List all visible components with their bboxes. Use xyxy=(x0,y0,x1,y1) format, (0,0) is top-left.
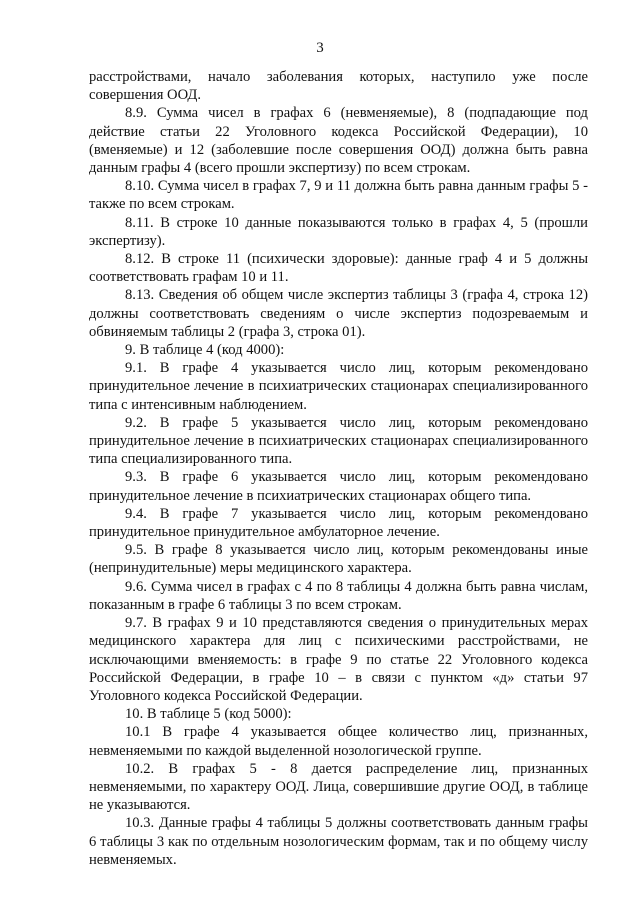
paragraph-10-3: 10.3. Данные графы 4 таблицы 5 должны соответствовать данным графы 6 таблицы 3 как по отдельным нозологическим формам, так и по общему числу невменяемых. xyxy=(89,815,588,868)
paragraph-9-2: 9.2. В графе 5 указывается число лиц, которым рекомендовано принудительное лечение в психиатрических стационарах специализированного типа специализированного типа. xyxy=(89,414,588,468)
paragraph-8-12: 8.12. В строке 11 (психически здоровые): данные граф 4 и 5 должны соответствовать графам 10 и 11. xyxy=(89,251,588,286)
paragraph-9-1: 9.1. В графе 4 указывается число лиц, которым рекомендовано принудительное лечение в психиатрических стационарах специализированного типа с интенсивным наблюдением. xyxy=(89,360,588,413)
paragraph-9-6: 9.6. Сумма чисел в графах с 4 по 8 таблицы 4 должна быть равна числам, показанным в графе 6 таблицы 3 по всем строкам. xyxy=(89,578,588,613)
paragraph-9-7: 9.7. В графах 9 и 10 представляются сведения о принудительных мерах медицинского характера для лиц с психическими расстройствами, не исключающими вменяемость: в графе 9 по статье 22 Уголовного кодекса Российской Федерации, в графе 10 – в связи с пунктом «д» статьи 97 Уголовного кодекса Российской Федерации. xyxy=(89,615,588,704)
paragraph-10: 10. В таблице 5 (код 5000): xyxy=(125,706,292,723)
paragraph-9-3: 9.3. В графе 6 указывается число лиц, которым рекомендовано принудительное лечение в психиатрических стационарах общего типа. xyxy=(89,469,588,504)
paragraph-8-10: 8.10. Сумма чисел в графах 7, 9 и 11 должна быть равна данным графы 5 - также по всем строкам. xyxy=(89,178,588,213)
paragraph-9: 9. В таблице 4 (код 4000): xyxy=(125,342,285,359)
paragraph-10-1: 10.1 В графе 4 указывается общее количество лиц, признанных, невменяемыми по каждой выделенной нозологической группе. xyxy=(89,724,588,759)
paragraph-9-4: 9.4. В графе 7 указывается число лиц, которым рекомендовано принудительное принудительное амбулаторное лечение. xyxy=(89,505,588,541)
paragraph-10-2: 10.2. В графах 5 - 8 дается распределение лиц, признанных невменяемыми, по характеру ООД. Лица, совершившие другие ООД, в таблице не указываются. xyxy=(89,760,588,814)
document-body xyxy=(89,68,588,869)
paragraph-8-9: 8.9. Сумма чисел в графах 6 (невменяемые), 8 (подпадающие под действие статьи 22 Уголовного кодекса Российской Федерации), 10 (вменяемые) и 12 (заболевшие после совершения ООД) должна быть равна данным графы 4 (всего прошли экспертизу) по всем строкам. xyxy=(89,105,588,177)
paragraph: расстройствами, начало заболевания которых, наступило уже после совершения ООД. xyxy=(89,69,588,104)
paragraph-8-11: 8.11. В строке 10 данные показываются только в графах 4, 5 (прошли экспертизу). xyxy=(89,214,588,249)
paragraph-9-5: 9.5. В графе 8 указывается число лиц, которым рекомендованы иные (непринудительные) меры медицинского характера. xyxy=(89,542,588,577)
paragraph-8-13: 8.13. Сведения об общем числе экспертиз таблицы 3 (графа 4, строка 12) должны соответствовать сведениям о числе экспертиз подозреваемым и обвиняемым таблицы 2 (графа 3, строка 01). xyxy=(89,287,588,340)
page-number: 3 xyxy=(316,40,324,56)
